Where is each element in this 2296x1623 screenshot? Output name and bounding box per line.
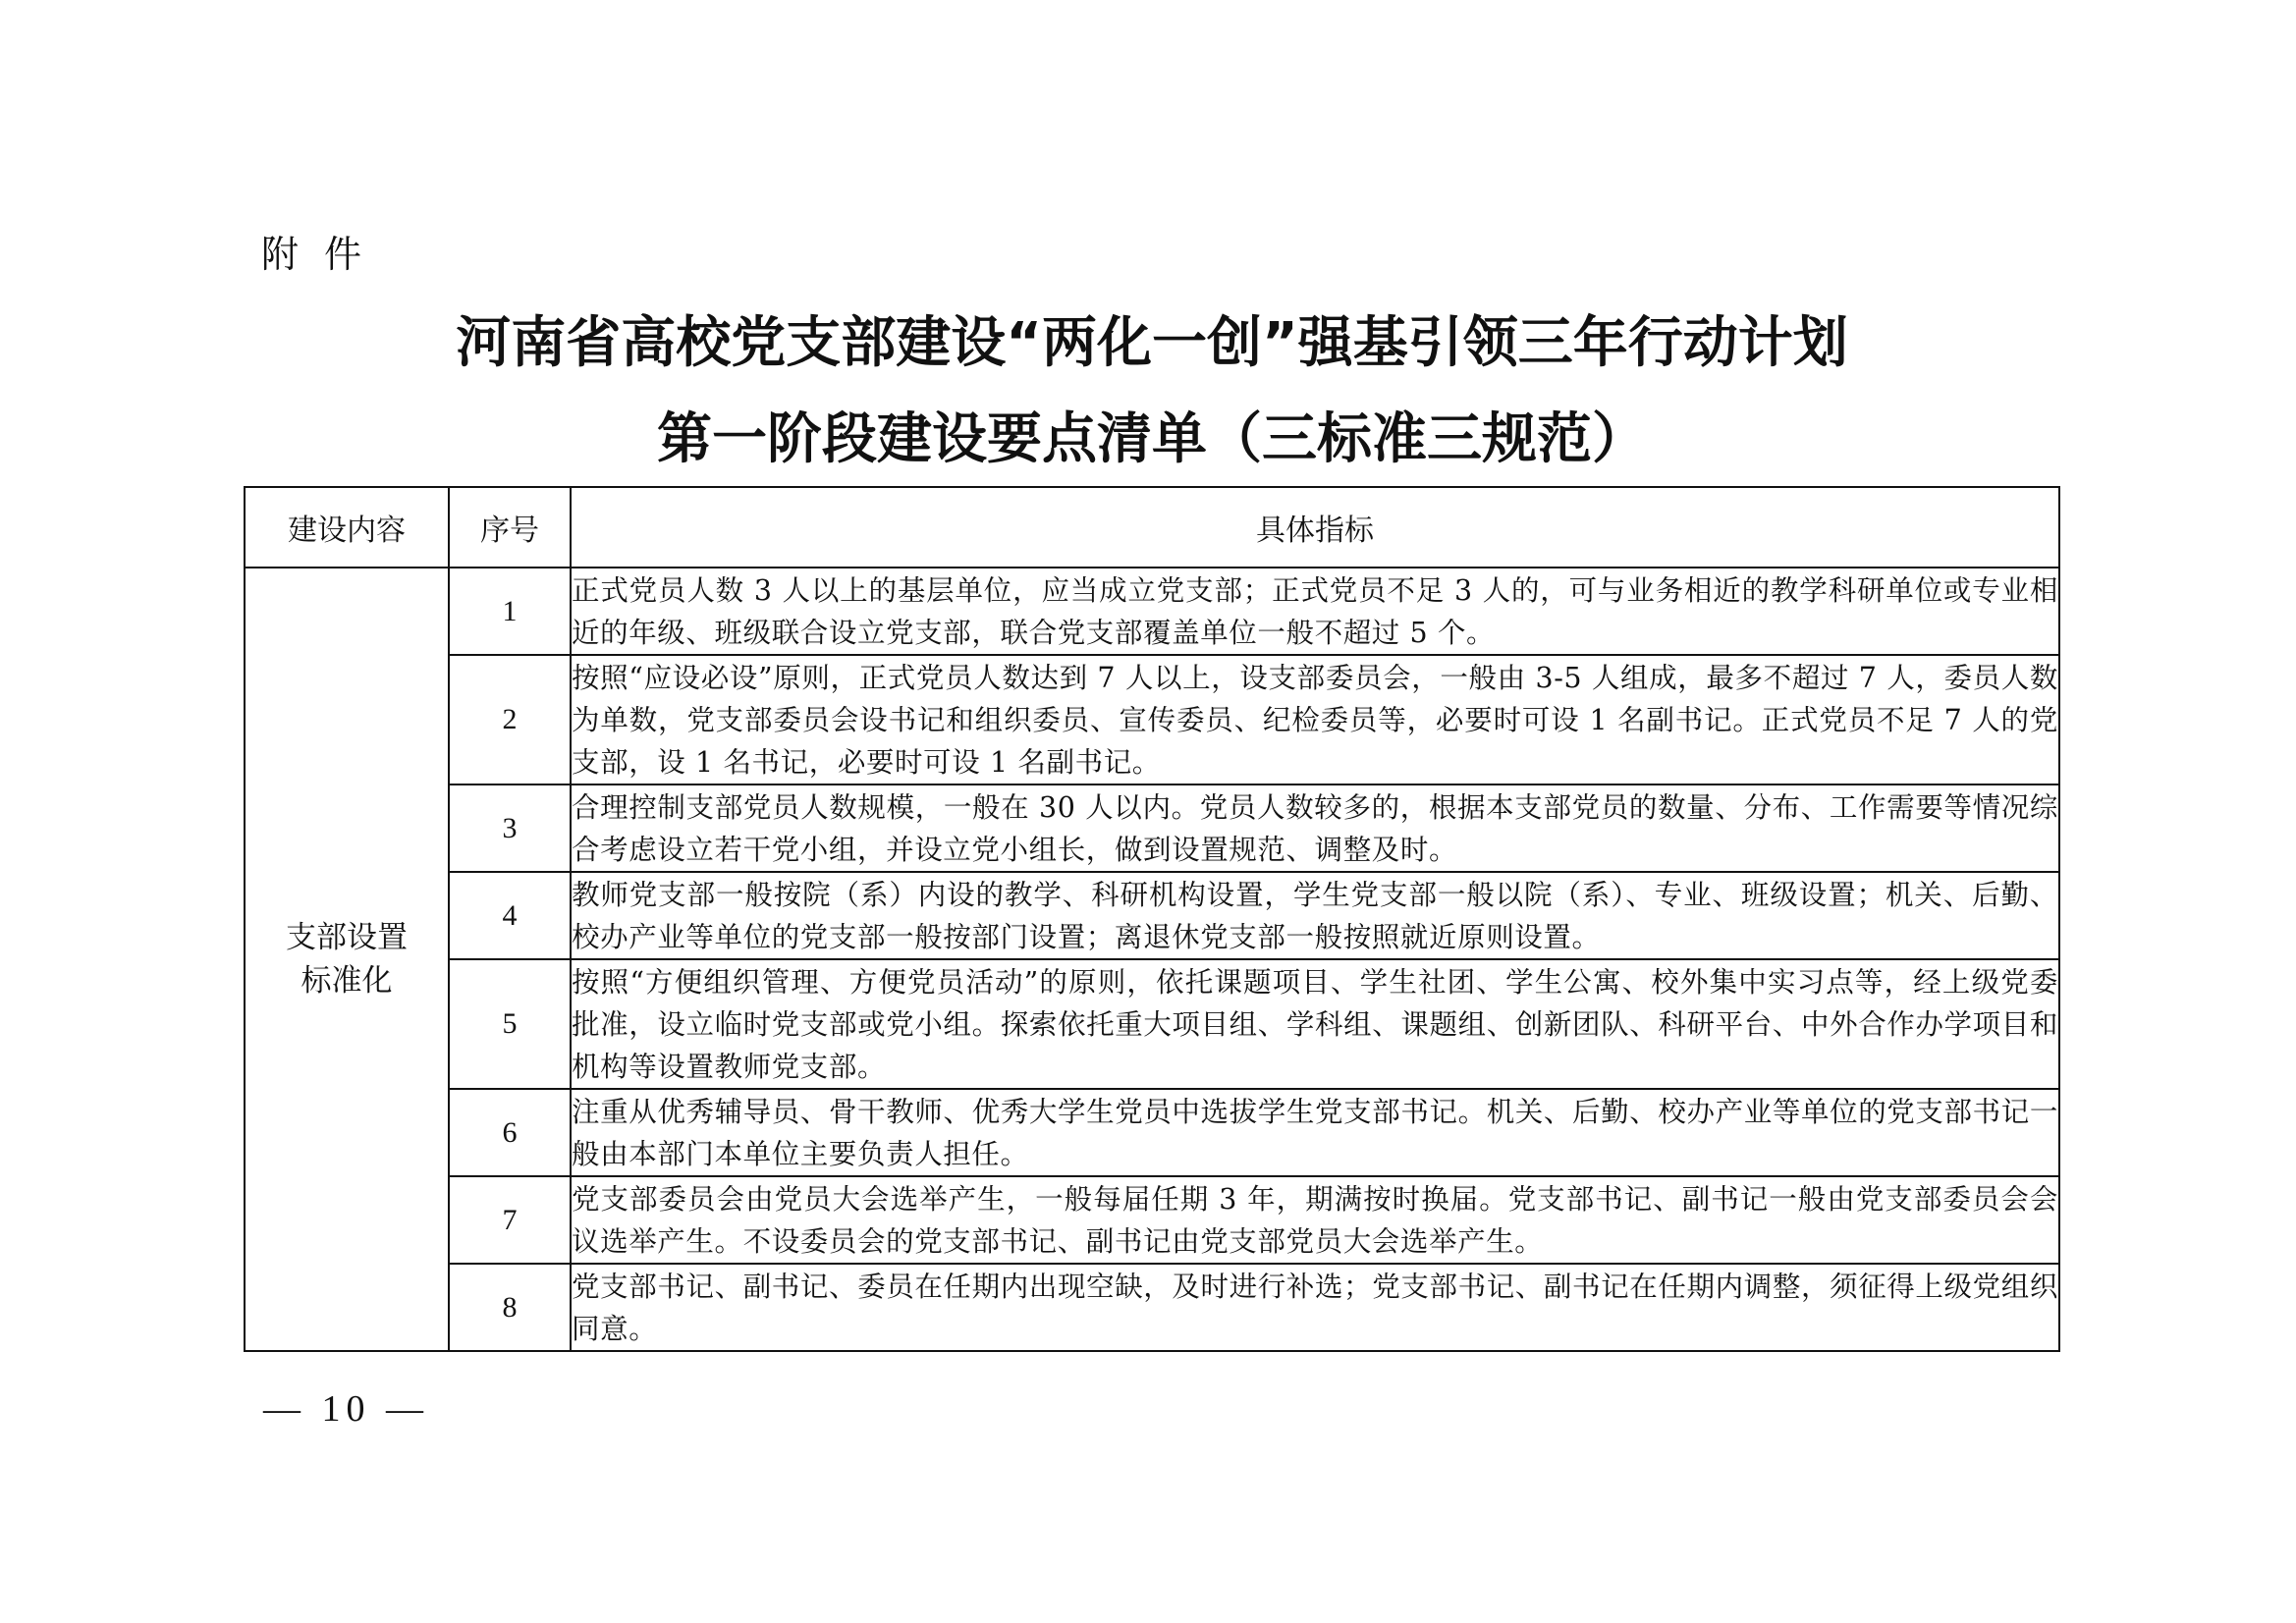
row-detail: 按照“应设必设”原则，正式党员人数达到 7 人以上，设支部委员会，一般由 3-5 人组成，最多不超过 7 人，委员人数为单数，党支部委员会设书记和组织委员、宣传委员、纪检委员等，必要时可设 1 名副书记。正式党员不足 7 人的党支部，设 1 名书记，必要时可设 1 名副书记。 [571,655,2059,784]
header-detail: 具体指标 [571,487,2059,568]
header-category: 建设内容 [245,487,449,568]
category-cell [245,568,449,1351]
row-detail: 党支部委员会由党员大会选举产生，一般每届任期 3 年，期满按时换届。党支部书记、副书记一般由党支部委员会会议选举产生。不设委员会的党支部书记、副书记由党支部党员大会选举产生。 [571,1176,2059,1264]
table-row [245,655,2059,784]
row-seq: 6 [449,1089,571,1176]
row-seq: 5 [449,959,571,1089]
row-seq: 7 [449,1176,571,1264]
row-seq: 2 [449,655,571,784]
table-row [245,568,2059,655]
table-row [245,959,2059,1089]
table-row [245,872,2059,959]
table-row [245,784,2059,872]
row-detail: 按照“方便组织管理、方便党员活动”的原则，依托课题项目、学生社团、学生公寓、校外集中实习点等，经上级党委批准，设立临时党支部或党小组。探索依托重大项目组、学科组、课题组、创新团队、科研平台、中外合作办学项目和机构等设置教师党支部。 [571,959,2059,1089]
table-row [245,1176,2059,1264]
header-seq: 序号 [449,487,571,568]
attachment-label: 附件 [261,233,388,276]
row-detail: 党支部书记、副书记、委员在任期内出现空缺，及时进行补选；党支部书记、副书记在任期内调整，须征得上级党组织同意。 [571,1264,2059,1351]
category-label-line-1: 支部设置 [286,920,408,955]
row-detail: 合理控制支部党员人数规模，一般在 30 人以内。党员人数较多的，根据本支部党员的数量、分布、工作需要等情况综合考虑设立若干党小组，并设立党小组长，做到设置规范、调整及时。 [571,784,2059,872]
document-title-line-2: 第一阶段建设要点清单（三标准三规范） [657,407,1647,471]
row-seq: 1 [449,568,571,655]
row-seq: 3 [449,784,571,872]
row-detail: 注重从优秀辅导员、骨干教师、优秀大学生党员中选拔学生党支部书记。机关、后勤、校办产业等单位的党支部书记一般由本部门本单位主要负责人担任。 [571,1089,2059,1176]
table-row [245,1089,2059,1176]
table-row [245,1264,2059,1351]
row-seq: 8 [449,1264,571,1351]
row-detail: 正式党员人数 3 人以上的基层单位，应当成立党支部；正式党员不足 3 人的，可与业务相近的教学科研单位或专业相近的年级、班级联合设立党支部，联合党支部覆盖单位一般不超过 5 个。 [571,568,2059,655]
row-seq: 4 [449,872,571,959]
page-number: — 10 — [263,1388,429,1430]
checklist-table [244,486,2060,1352]
row-detail: 教师党支部一般按院（系）内设的教学、科研机构设置，学生党支部一般以院（系）、专业、班级设置；机关、后勤、校办产业等单位的党支部一般按部门设置；离退休党支部一般按照就近原则设置。 [571,872,2059,959]
table-header-row [245,487,2059,568]
document-title-line-1: 河南省高校党支部建设“两化一创”强基引领三年行动计划 [456,311,1848,375]
category-label-line-2: 标准化 [301,963,393,999]
